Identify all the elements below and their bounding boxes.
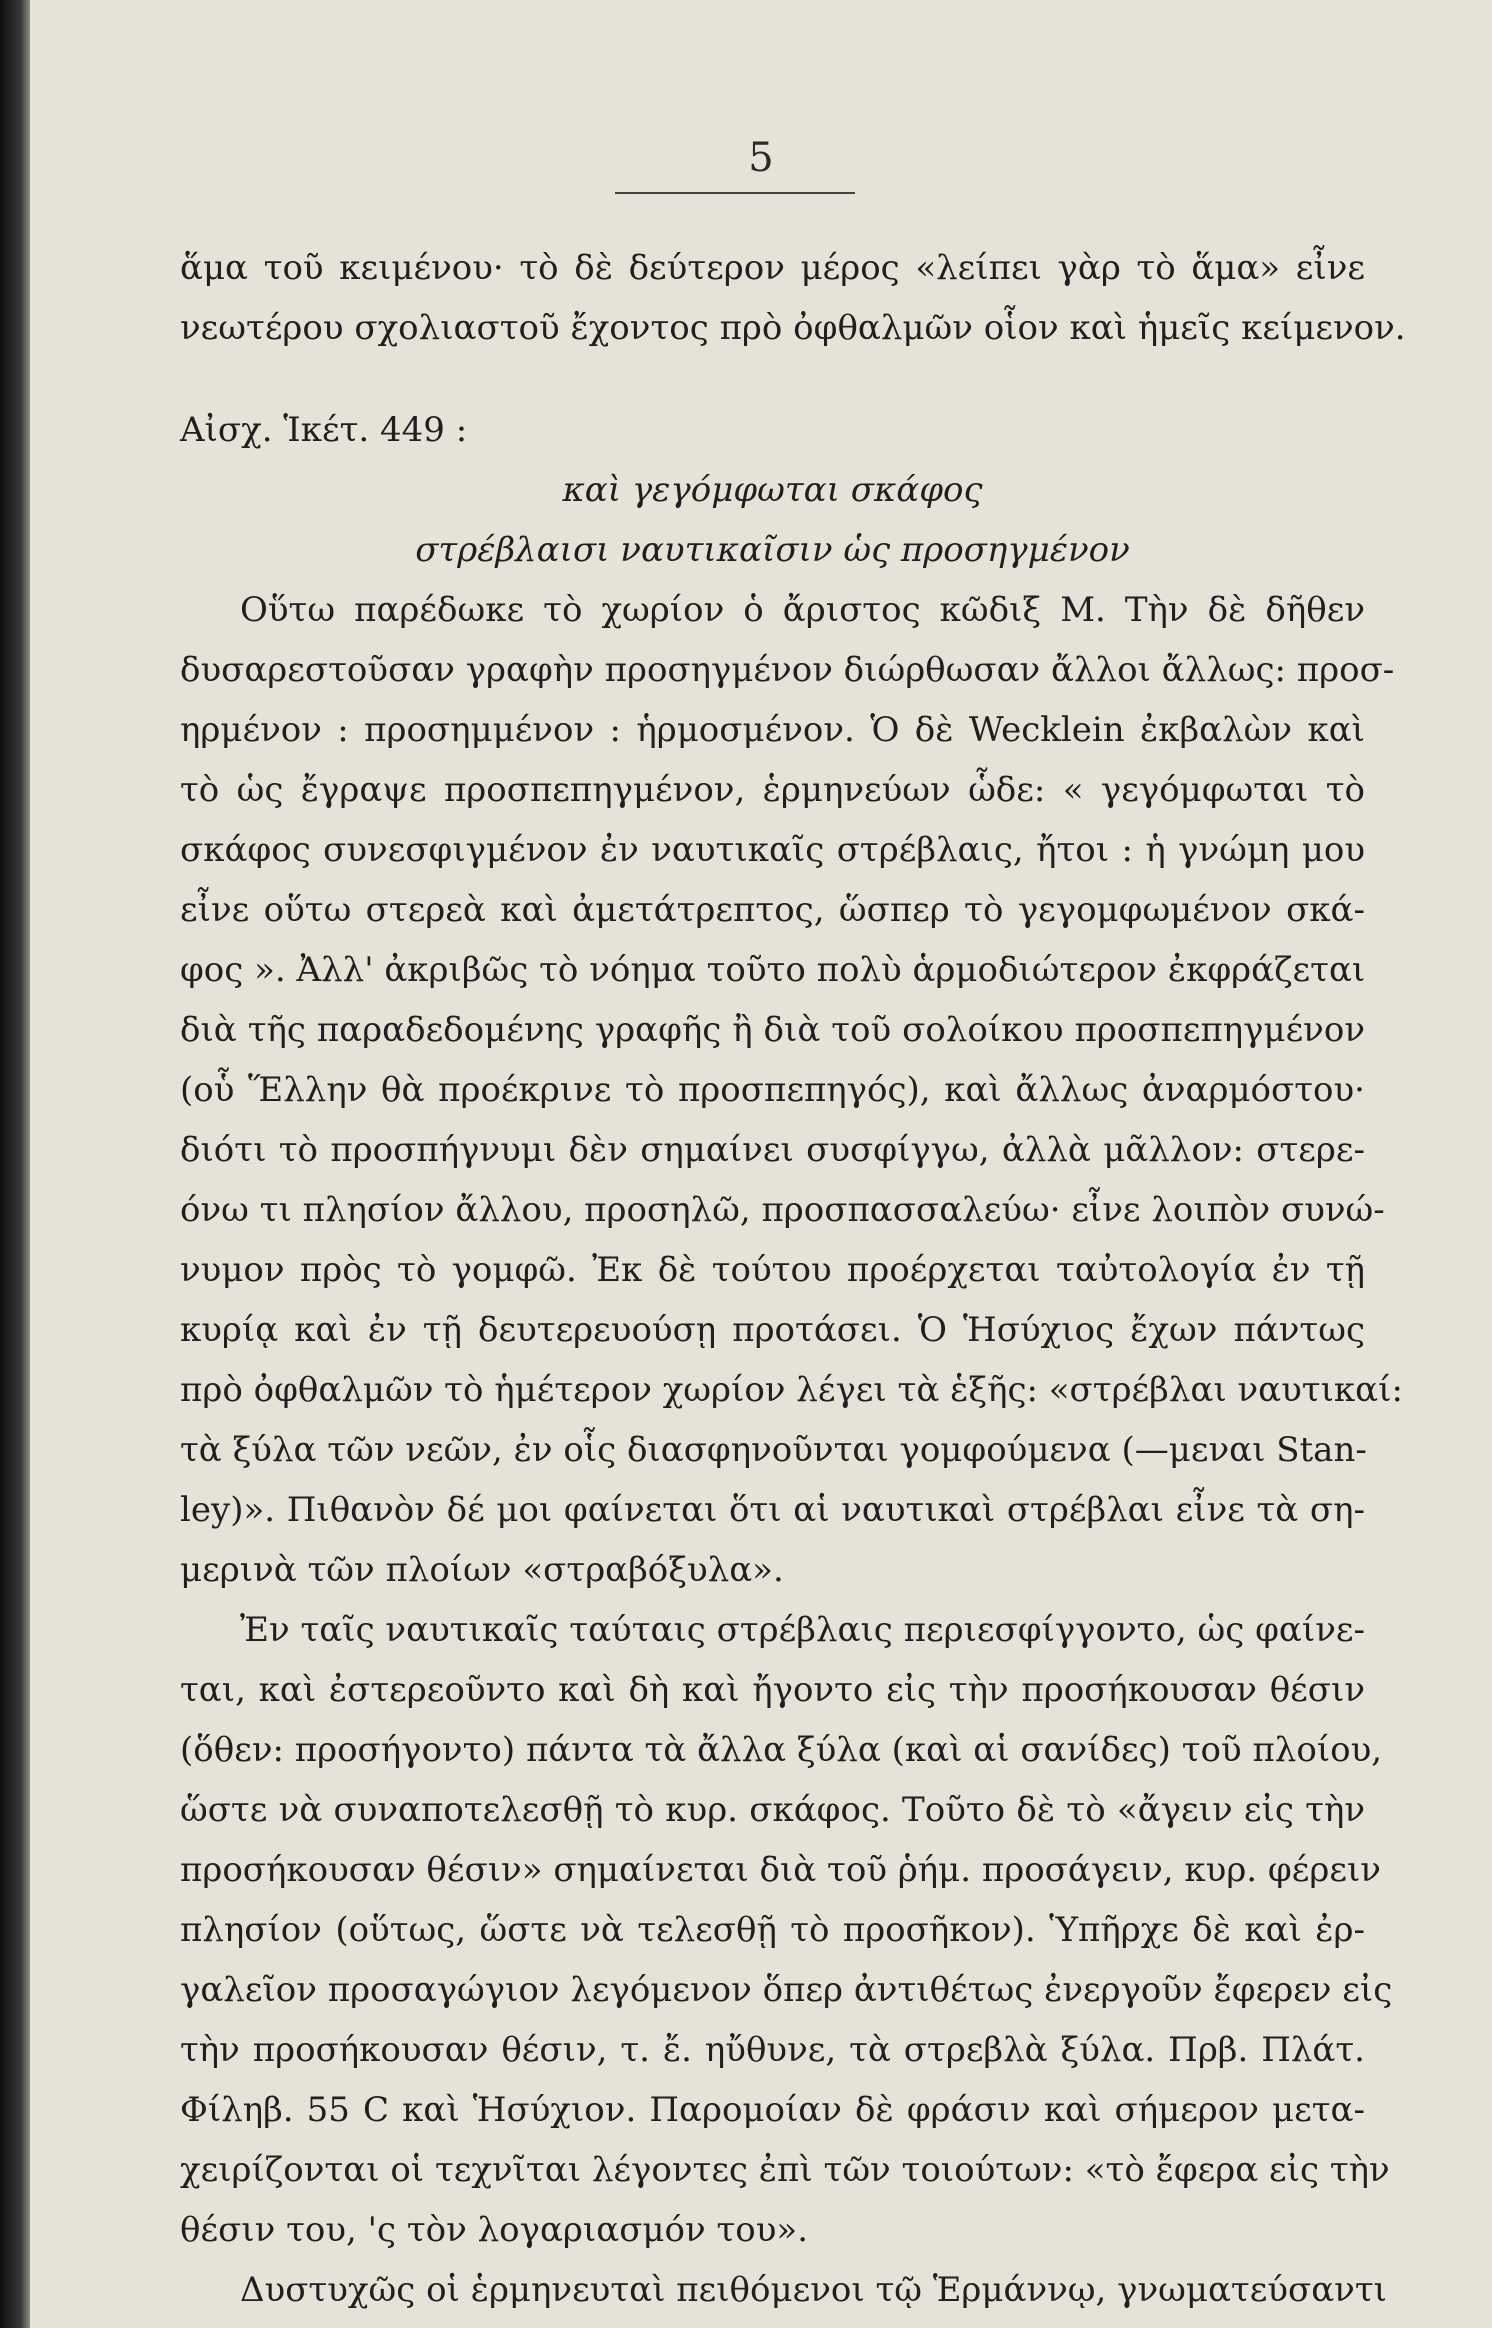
text-line: Φίληβ. 55 C καὶ Ἡσύχιον. Παρομοίαν δὲ φράσιν καὶ σήμερον μετα- [180, 2090, 1365, 2130]
text-line: τὴν προσήκουσαν θέσιν, τ. ἔ. ηὔθυνε, τὰ στρεβλὰ ξύλα. Πρβ. Πλάτ. [180, 2030, 1365, 2070]
text-line: ὥστε νὰ συναποτελεσθῇ τὸ κυρ. σκάφος. Τοῦτο δὲ τὸ «ἄγειν εἰς τὴν [180, 1790, 1365, 1830]
text-block-main [180, 400, 1403, 2320]
text-line: εἶνε οὕτω στερεὰ καὶ ἀμετάτρεπτος, ὥσπερ τὸ γεγομφωμένον σκά- [180, 890, 1365, 930]
text-line: πλησίον (οὕτως, ὥστε νὰ τελεσθῇ τὸ προσῆκον). Ὑπῆρχε δὲ καὶ ἐρ- [180, 1910, 1365, 1950]
text-line: ἅμα τοῦ κειμένου· τὸ δὲ δεύτερον μέρος «λείπει γὰρ τὸ ἅμα» εἶνε [180, 248, 1365, 288]
text-line: σκάφος συνεσφιγμένον ἐν ναυτικαῖς στρέβλαις, ἤτοι : ἡ γνώμη μου [180, 830, 1365, 870]
text-line: (ὅθεν: προσήγοντο) πάντα τὰ ἄλλα ξύλα (καὶ αἱ σανίδες) τοῦ πλοίου, [180, 1730, 1383, 1770]
text-line: κυρίᾳ καὶ ἐν τῇ δευτερευούσῃ προτάσει. Ὁ Ἡσύχιος ἔχων πάντως [180, 1310, 1365, 1350]
text-line: δυσαρεστοῦσαν γραφὴν προσηγμένον διώρθωσαν ἄλλοι ἄλλως: προσ- [180, 650, 1395, 690]
text-line: γαλεῖον προσαγώγιον λεγόμενον ὅπερ ἀντιθέτως ἐνεργοῦν ἔφερεν εἰς [180, 1970, 1393, 2010]
text-line: ley)». Πιθανὸν δέ μοι φαίνεται ὅτι αἱ ναυτικαὶ στρέβλαι εἶνε τὰ ση- [180, 1490, 1365, 1530]
text-line: διὰ τῆς παραδεδομένης γραφῆς ἢ διὰ τοῦ σολοίκου προσπεπηγμένον [180, 1010, 1365, 1050]
page-number: 5 [748, 135, 774, 181]
text-line: τὰ ξύλα τῶν νεῶν, ἐν οἷς διασφηνοῦνται γομφούμενα (—μεναι Stan- [180, 1430, 1367, 1470]
text-line: (οὗ Ἕλλην θὰ προέκρινε τὸ προσπεπηγός), καὶ ἄλλως ἀναρμόστου· [180, 1070, 1365, 1110]
citation: Αἰσχ. Ἱκέτ. 449 : [180, 410, 468, 450]
header-rule [615, 192, 855, 194]
text-line: φος ». Ἀλλ' ἀκριβῶς τὸ νόημα τοῦτο πολὺ ἁρμοδιώτερον ἐκφράζεται [180, 950, 1366, 990]
text-line: θέσιν του, 'ς τὸν λογαριασμόν του». [180, 2210, 809, 2250]
text-line: πρὸ ὀφθαλμῶν τὸ ἡμέτερον χωρίον λέγει τὰ ἑξῆς: «στρέβλαι ναυτικαί: [180, 1370, 1403, 1410]
verse-line: καὶ γεγόμφωται σκάφος [562, 470, 983, 510]
text-line: νεωτέρου σχολιαστοῦ ἔχοντος πρὸ ὀφθαλμῶν οἷον καὶ ἡμεῖς κείμενον. [180, 308, 1406, 348]
text-line: Οὕτω παρέδωκε τὸ χωρίον ὁ ἄριστος κῶδιξ Μ. Τὴν δὲ δῆθεν [240, 590, 1365, 630]
text-block-top [180, 238, 1406, 358]
book-page [30, 0, 1492, 2328]
text-line: όνω τι πλησίον ἄλλου, προσηλῶ, προσπασσαλεύω· εἶνε λοιπὸν συνώ- [180, 1190, 1385, 1230]
text-line: Δυστυχῶς οἱ ἑρμηνευταὶ πειθόμενοι τῷ Ἑρμάννῳ, γνωματεύσαντι [240, 2270, 1387, 2310]
text-line: χειρίζονται οἱ τεχνῖται λέγοντες ἐπὶ τῶν τοιούτων: «τὸ ἔφερα εἰς τὴν [180, 2150, 1390, 2190]
text-line: διότι τὸ προσπήγνυμι δὲν σημαίνει συσφίγγω, ἀλλὰ μᾶλλον: στερε- [180, 1130, 1365, 1170]
text-line: τὸ ὡς ἔγραψε προσπεπηγμένον, ἑρμηνεύων ὧδε: « γεγόμφωται τὸ [180, 770, 1365, 810]
text-line: ται, καὶ ἐστερεοῦντο καὶ δὴ καὶ ἤγοντο εἰς τὴν προσήκουσαν θέσιν [180, 1670, 1365, 1710]
text-line: προσήκουσαν θέσιν» σημαίνεται διὰ τοῦ ῥήμ. προσάγειν, κυρ. φέρειν [180, 1850, 1381, 1890]
text-line: ηρμένον : προσημμένον : ἡρμοσμένον. Ὁ δὲ Wecklein ἐκβαλὼν καὶ [180, 710, 1365, 750]
text-line: νυμον πρὸς τὸ γομφῶ. Ἐκ δὲ τούτου προέρχεται ταὐτολογία ἐν τῇ [180, 1250, 1365, 1290]
text-line: Ἐν ταῖς ναυτικαῖς ταύταις στρέβλαις περιεσφίγγοντο, ὡς φαίνε- [240, 1610, 1365, 1650]
verse-line: στρέβλαισι ναυτικαῖσιν ὡς προσηγμένον [415, 530, 1130, 570]
text-line: μερινὰ τῶν πλοίων «στραβόξυλα». [180, 1550, 784, 1590]
book-spine [0, 0, 30, 2328]
